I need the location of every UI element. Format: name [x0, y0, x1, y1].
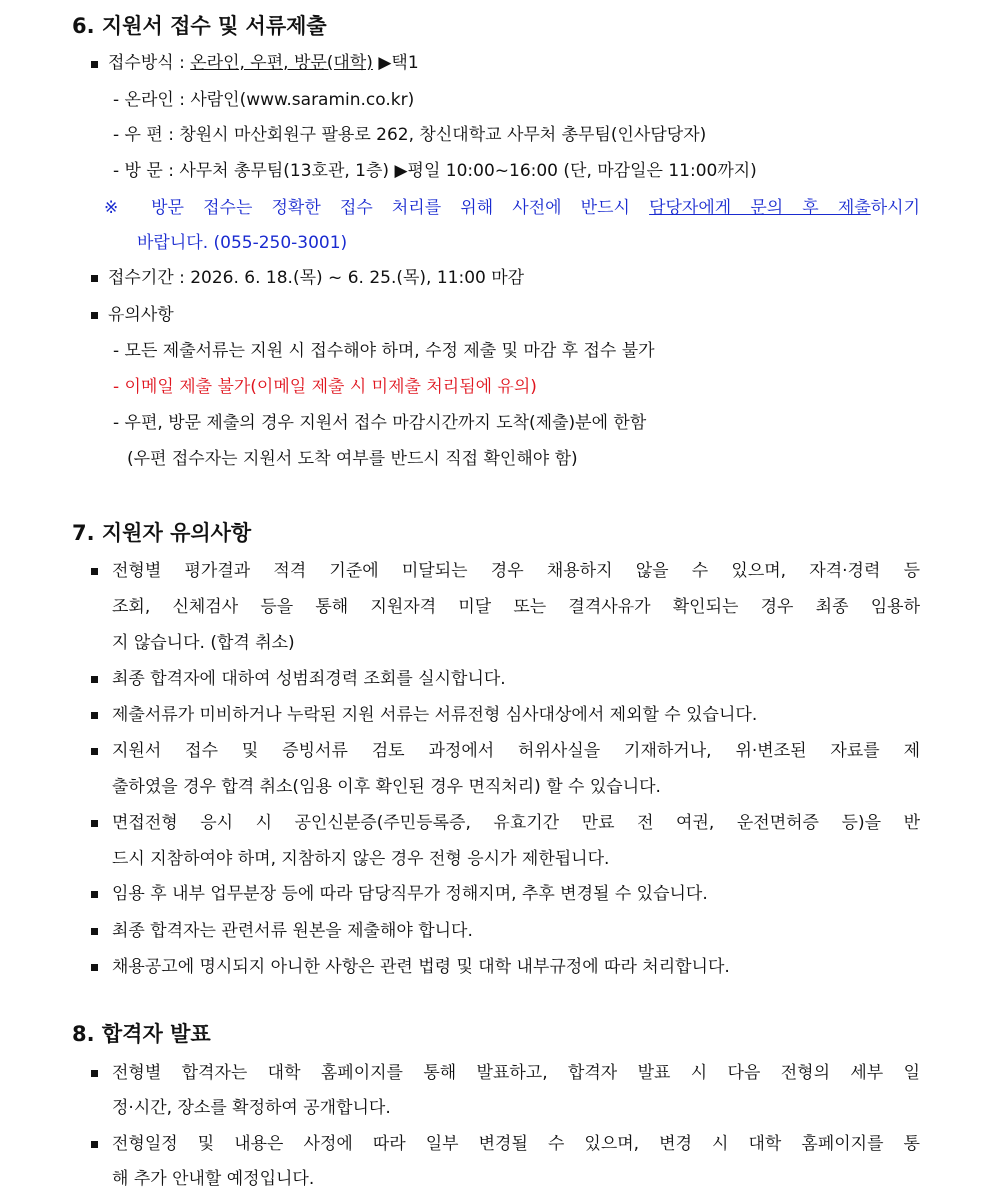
- bullet: [91, 61, 98, 68]
- notice-item: 채용공고에 명시되지 아니한 사항은 관련 법령 및 대학 내부규정에 따라 처리합니다.: [112, 957, 730, 977]
- visit-note: [104, 197, 920, 219]
- submission-method: [108, 52, 419, 74]
- bullet: [91, 748, 98, 755]
- caution-item-sub: (우편 접수자는 지원서 도착 여부를 반드시 직접 확인해야 함): [127, 449, 578, 469]
- visit-note-part-c: 하시기: [870, 198, 920, 218]
- notice-item: 최종 합격자에 대하여 성범죄경력 조회를 실시합니다.: [112, 669, 506, 689]
- bullet: [91, 1070, 98, 1077]
- method-suffix: ▶택1: [372, 53, 419, 73]
- notice-item-line: 지 않습니다. (합격 취소): [112, 633, 295, 653]
- method-post: - 우 편 : 창원시 마산회원구 팔용로 262, 창신대학교 사무처 총무팀(인사담당자): [113, 125, 707, 145]
- notice-item-line: 드시 지참하여야 하며, 지참하지 않은 경우 전형 응시가 제한됩니다.: [112, 849, 610, 869]
- bullet: [91, 312, 98, 319]
- bullet: [91, 275, 98, 282]
- bullet: [91, 1141, 98, 1148]
- announcement-item-line: 전형별 합격자는 대학 홈페이지를 통해 발표하고, 합격자 발표 시 다음 전형의 세부 일: [112, 1063, 920, 1083]
- bullet: [91, 820, 98, 827]
- visit-note-part-a: ※ 방문 접수는 정확한 접수 처리를 위해 사전에 반드시: [104, 198, 650, 218]
- section-6-title: 6. 지원서 접수 및 서류제출: [72, 14, 327, 38]
- bullet: [91, 712, 98, 719]
- notice-item-line: 출하였을 경우 합격 취소(임용 이후 확인된 경우 면직처리) 할 수 있습니다.: [112, 777, 661, 797]
- notice-item-line: 전형별 평가결과 적격 기준에 미달되는 경우 채용하지 않을 수 있으며, 자격·경력 등: [112, 561, 920, 581]
- section-8-title: 8. 합격자 발표: [72, 1022, 211, 1046]
- notice-item: 최종 합격자는 관련서류 원본을 제출해야 합니다.: [112, 921, 473, 941]
- visit-note-contact: 담당자에게 문의 후 제출: [649, 198, 871, 218]
- caution-item-email: - 이메일 제출 불가(이메일 제출 시 미제출 처리됨에 유의): [113, 377, 537, 397]
- submission-period: 접수기간 : 2026. 6. 18.(목) ~ 6. 25.(목), 11:00 마감: [108, 268, 525, 288]
- visit-note-phone: 바랍니다. (055-250-3001): [137, 233, 348, 253]
- announcement-item-line: 정·시간, 장소를 확정하여 공개합니다.: [112, 1098, 391, 1118]
- method-label: 접수방식 :: [108, 53, 191, 73]
- notice-item-line: 면접전형 응시 시 공인신분증(주민등록증, 유효기간 만료 전 여권, 운전면허증 등)을 반: [112, 813, 920, 833]
- bullet: [91, 964, 98, 971]
- caution-title: 유의사항: [108, 305, 174, 325]
- notice-item-line: 조회, 신체검사 등을 통해 지원자격 미달 또는 결격사유가 확인되는 경우 최종 임용하: [112, 597, 920, 617]
- caution-item: - 모든 제출서류는 지원 시 접수해야 하며, 수정 제출 및 마감 후 접수 불가: [113, 341, 655, 361]
- notice-item: 제출서류가 미비하거나 누락된 지원 서류는 서류전형 심사대상에서 제외할 수 있습니다.: [112, 705, 758, 725]
- notice-item: 임용 후 내부 업무분장 등에 따라 담당직무가 정해지며, 추후 변경될 수 있습니다.: [112, 884, 708, 904]
- method-online: - 온라인 : 사람인(www.saramin.co.kr): [113, 90, 415, 110]
- method-visit: - 방 문 : 사무처 총무팀(13호관, 1층) ▶평일 10:00~16:00 (단, 마감일은 11:00까지): [113, 161, 757, 181]
- announcement-item-line: 전형일정 및 내용은 사정에 따라 일부 변경될 수 있으며, 변경 시 대학 홈페이지를 통: [112, 1134, 920, 1154]
- method-value: 온라인, 우편, 방문(대학): [190, 53, 373, 73]
- bullet: [91, 928, 98, 935]
- section-7-title: 7. 지원자 유의사항: [72, 521, 252, 545]
- bullet: [91, 568, 98, 575]
- notice-item-line: 지원서 접수 및 증빙서류 검토 과정에서 허위사실을 기재하거나, 위·변조된 자료를 제: [112, 741, 920, 761]
- bullet: [91, 676, 98, 683]
- caution-item: - 우편, 방문 제출의 경우 지원서 접수 마감시간까지 도착(제출)분에 한함: [113, 413, 647, 433]
- announcement-item-line: 해 추가 안내할 예정입니다.: [112, 1169, 315, 1189]
- bullet: [91, 891, 98, 898]
